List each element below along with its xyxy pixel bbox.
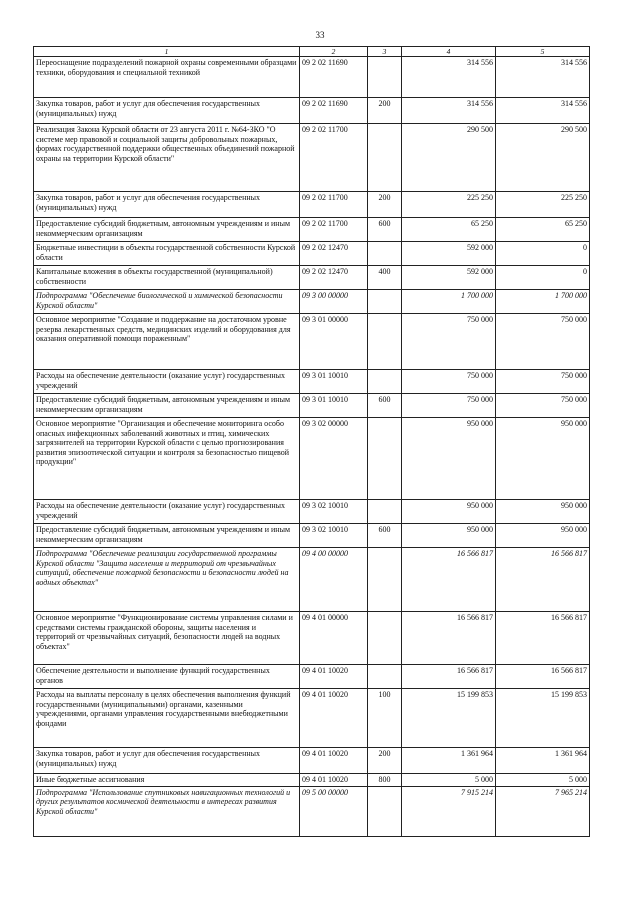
row-sum-1-cell: 1 700 000 [402,290,496,314]
row-sum-2-cell: 750 000 [496,314,590,370]
row-name-cell: Расходы на обеспечение деятельности (оказание услуг) государственных учреждений [34,370,300,394]
column-header: 4 [402,47,496,57]
row-sum-1-cell: 750 000 [402,394,496,418]
row-code-cell: 09 3 02 00000 [300,418,368,500]
row-name-cell: Подпрограмма "Обеспечение биологической и химической безопасности Курской области" [34,290,300,314]
row-code-cell: 09 4 00 00000 [300,548,368,612]
row-sum-1-cell: 592 000 [402,242,496,266]
row-code-cell: 09 4 01 10020 [300,748,368,774]
row-sum-2-cell: 950 000 [496,500,590,524]
row-name-cell: Капитальные вложения в объекты государственной (муниципальной) собственности [34,266,300,290]
row-expense-type-cell: 600 [368,394,402,418]
table-row [34,786,590,836]
table-row [34,218,590,242]
row-code-cell: 09 2 02 11700 [300,124,368,192]
row-name-cell: Подпрограмма "Использование спутниковых навигационных технологий и других результатов космической деятельности в интересах развития Курской области" [34,786,300,836]
column-header: 5 [496,47,590,57]
row-sum-2-cell: 314 556 [496,98,590,124]
table-row [34,370,590,394]
row-sum-2-cell: 750 000 [496,394,590,418]
row-sum-1-cell: 16 566 817 [402,548,496,612]
row-sum-2-cell: 15 199 853 [496,689,590,748]
row-sum-2-cell: 16 566 817 [496,548,590,612]
row-expense-type-cell [368,548,402,612]
row-expense-type-cell [368,242,402,266]
row-sum-1-cell: 225 250 [402,192,496,218]
table-row [34,689,590,748]
row-code-cell: 09 4 01 10020 [300,665,368,689]
row-name-cell: Закупка товаров, работ и услуг для обеспечения государственных (муниципальных) нужд [34,192,300,218]
row-sum-2-cell: 0 [496,242,590,266]
row-expense-type-cell: 200 [368,98,402,124]
row-sum-2-cell: 0 [496,266,590,290]
column-header: 2 [300,47,368,57]
row-code-cell: 09 2 02 11700 [300,192,368,218]
row-name-cell: Основное мероприятие "Функционирование системы управления силами и средствами системы гражданской обороны, защиты населения и территорий от чрезвычайных ситуаций, безопасности людей на водных объектах" [34,612,300,665]
row-expense-type-cell: 200 [368,192,402,218]
table-body [34,57,590,837]
row-sum-1-cell: 15 199 853 [402,689,496,748]
row-sum-2-cell: 16 566 817 [496,665,590,689]
row-name-cell: Подпрограмма "Обеспечение реализации государственной программы Курской области "Защита населения и территорий от чрезвычайных ситуаций, обеспечение пожарной безопасности и безопасности людей на водных объектах" [34,548,300,612]
table-row [34,242,590,266]
row-name-cell: Предоставление субсидий бюджетным, автономным учреждениям и иным некоммерческим организациям [34,218,300,242]
row-sum-1-cell: 314 556 [402,57,496,98]
table-row [34,548,590,612]
row-code-cell: 09 2 02 11690 [300,98,368,124]
row-sum-2-cell: 1 361 964 [496,748,590,774]
row-expense-type-cell: 200 [368,748,402,774]
row-sum-2-cell: 314 556 [496,57,590,98]
row-expense-type-cell [368,786,402,836]
page-number: 33 [315,30,325,40]
row-name-cell: Переоснащение подразделений пожарной охраны современными образцами техники, оборудования и специальной техникой [34,57,300,98]
row-expense-type-cell: 600 [368,524,402,548]
row-sum-2-cell: 750 000 [496,370,590,394]
table-row [34,124,590,192]
row-sum-1-cell: 5 000 [402,774,496,787]
row-sum-2-cell: 225 250 [496,192,590,218]
row-expense-type-cell [368,124,402,192]
row-sum-1-cell: 314 556 [402,98,496,124]
row-name-cell: Основное мероприятие "Организация и обеспечение мониторинга особо опасных инфекционных заболеваний животных и птиц, химических загрязнителей на территории Курской области с целью прогнозирования развития эпизоотической ситуации и контроля за безопасностью пищевой продукции" [34,418,300,500]
table-row [34,57,590,98]
row-sum-1-cell: 750 000 [402,314,496,370]
row-sum-2-cell: 290 500 [496,124,590,192]
row-expense-type-cell: 600 [368,218,402,242]
row-sum-1-cell: 950 000 [402,418,496,500]
row-sum-1-cell: 750 000 [402,370,496,394]
row-sum-2-cell: 16 566 817 [496,612,590,665]
row-name-cell: Основное мероприятие "Создание и поддержание на достаточном уровне резерва лекарственных средств, медицинских изделий и оборудования для оказания оперативной помощи пораженным" [34,314,300,370]
row-name-cell: Закупка товаров, работ и услуг для обеспечения государственных (муниципальных) нужд [34,748,300,774]
row-code-cell: 09 3 01 10010 [300,394,368,418]
table-row [34,748,590,774]
row-expense-type-cell [368,418,402,500]
column-header: 3 [368,47,402,57]
row-code-cell: 09 3 00 00000 [300,290,368,314]
row-sum-1-cell: 592 000 [402,266,496,290]
table-row [34,266,590,290]
row-code-cell: 09 3 02 10010 [300,500,368,524]
row-name-cell: Расходы на обеспечение деятельности (оказание услуг) государственных учреждений [34,500,300,524]
row-sum-2-cell: 65 250 [496,218,590,242]
row-expense-type-cell: 100 [368,689,402,748]
table-row [34,665,590,689]
row-sum-2-cell: 7 965 214 [496,786,590,836]
row-name-cell: Закупка товаров, работ и услуг для обеспечения государственных (муниципальных) нужд [34,98,300,124]
row-code-cell: 09 3 01 00000 [300,314,368,370]
row-code-cell: 09 5 00 00000 [300,786,368,836]
row-expense-type-cell [368,290,402,314]
row-sum-2-cell: 5 000 [496,774,590,787]
row-sum-1-cell: 7 915 214 [402,786,496,836]
row-code-cell: 09 4 01 00000 [300,612,368,665]
row-sum-1-cell: 1 361 964 [402,748,496,774]
budget-table [33,46,590,837]
table-row [34,394,590,418]
row-sum-1-cell: 16 566 817 [402,665,496,689]
row-code-cell: 09 2 02 12470 [300,242,368,266]
row-code-cell: 09 3 01 10010 [300,370,368,394]
row-sum-2-cell: 950 000 [496,524,590,548]
row-expense-type-cell [368,612,402,665]
row-sum-2-cell: 1 700 000 [496,290,590,314]
table-row [34,418,590,500]
table-row [34,774,590,787]
row-name-cell: Расходы на выплаты персоналу в целях обеспечения выполнения функций государственными (муниципальными) органами, казенными учреждениями, органами управления государственными внебюджетными фондами [34,689,300,748]
row-name-cell: Предоставление субсидий бюджетным, автономным учреждениям и иным некоммерческим организациям [34,524,300,548]
row-code-cell: 09 4 01 10020 [300,774,368,787]
table-row [34,524,590,548]
row-name-cell: Иные бюджетные ассигнования [34,774,300,787]
row-sum-1-cell: 290 500 [402,124,496,192]
row-expense-type-cell [368,314,402,370]
table-row [34,192,590,218]
row-sum-1-cell: 16 566 817 [402,612,496,665]
table-row [34,98,590,124]
table-row [34,290,590,314]
row-code-cell: 09 2 02 11700 [300,218,368,242]
row-name-cell: Бюджетные инвестиции в объекты государственной собственности Курской области [34,242,300,266]
row-name-cell: Обеспечение деятельности и выполнение функций государственных органов [34,665,300,689]
row-sum-1-cell: 65 250 [402,218,496,242]
row-expense-type-cell [368,57,402,98]
row-expense-type-cell [368,500,402,524]
row-expense-type-cell: 400 [368,266,402,290]
row-sum-2-cell: 950 000 [496,418,590,500]
row-sum-1-cell: 950 000 [402,500,496,524]
row-name-cell: Предоставление субсидий бюджетным, автономным учреждениям и иным некоммерческим организациям [34,394,300,418]
row-sum-1-cell: 950 000 [402,524,496,548]
column-header: 1 [34,47,300,57]
row-code-cell: 09 4 01 10020 [300,689,368,748]
row-code-cell: 09 2 02 12470 [300,266,368,290]
table-row [34,314,590,370]
row-code-cell: 09 2 02 11690 [300,57,368,98]
table-row [34,612,590,665]
row-code-cell: 09 3 02 10010 [300,524,368,548]
row-expense-type-cell [368,370,402,394]
row-expense-type-cell [368,665,402,689]
column-number-row [34,47,590,57]
table-row [34,500,590,524]
row-expense-type-cell: 800 [368,774,402,787]
row-name-cell: Реализация Закона Курской области от 23 августа 2011 г. №64-ЗКО "О системе мер правовой и социальной защиты добровольных пожарных, формах государственной поддержки общественных объединений пожарной охраны на территории Курской области" [34,124,300,192]
